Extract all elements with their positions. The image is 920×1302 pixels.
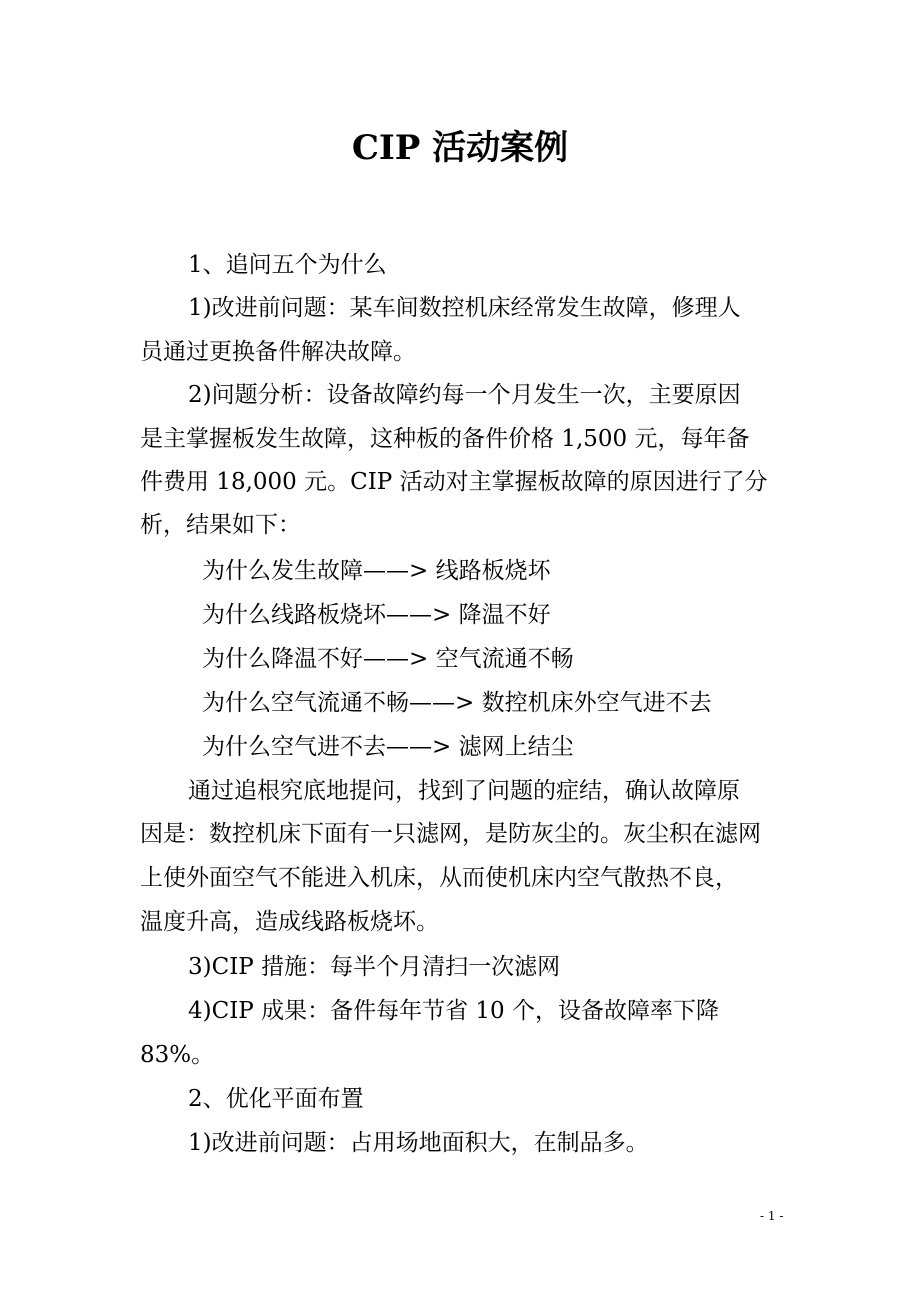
- paragraph-line: 上使外面空气不能进入机床，从而使机床内空气散热不良，: [140, 865, 738, 891]
- why-chain-item: 为什么空气进不去——> 滤网上结尘: [202, 734, 574, 760]
- paragraph-line: 通过追根究底地提问，找到了问题的症结，确认故障原: [188, 778, 740, 804]
- paragraph-line: 2)问题分析：设备故障约每一个月发生一次，主要原因: [188, 382, 741, 408]
- paragraph-line: 4)CIP 成果：备件每年节省 10 个，设备故障率下降: [188, 998, 719, 1024]
- section-heading-1: 1、追问五个为什么: [188, 252, 387, 278]
- paragraph-line: 83%。: [140, 1042, 215, 1068]
- paragraph-line: 1)改进前问题：某车间数控机床经常发生故障，修理人: [188, 295, 741, 321]
- why-chain-item: 为什么线路板烧坏——> 降温不好: [202, 602, 551, 628]
- section-heading-2: 2、优化平面布置: [188, 1086, 364, 1112]
- paragraph-line: 是主掌握板发生故障，这种板的备件价格 1,500 元，每年备: [140, 426, 750, 452]
- why-chain-item: 为什么发生故障——> 线路板烧坏: [202, 558, 551, 584]
- page-number: - 1 -: [760, 1209, 784, 1223]
- paragraph-line: 3)CIP 措施：每半个月清扫一次滤网: [188, 954, 561, 980]
- paragraph-line: 员通过更换备件解决故障。: [140, 339, 416, 365]
- why-chain-item: 为什么降温不好——> 空气流通不畅: [202, 646, 574, 672]
- paragraph-line: 因是：数控机床下面有一只滤网，是防灰尘的。灰尘积在滤网: [140, 821, 761, 847]
- document-title: CIP 活动案例: [351, 128, 569, 168]
- paragraph-line: 1)改进前问题：占用场地面积大，在制品多。: [188, 1130, 649, 1156]
- paragraph-line: 温度升高，造成线路板烧坏。: [140, 909, 439, 935]
- why-chain-item: 为什么空气流通不畅——> 数控机床外空气进不去: [202, 690, 712, 716]
- paragraph-line: 件费用 18,000 元。CIP 活动对主掌握板故障的原因进行了分: [140, 469, 768, 495]
- paragraph-line: 析，结果如下：: [140, 512, 301, 538]
